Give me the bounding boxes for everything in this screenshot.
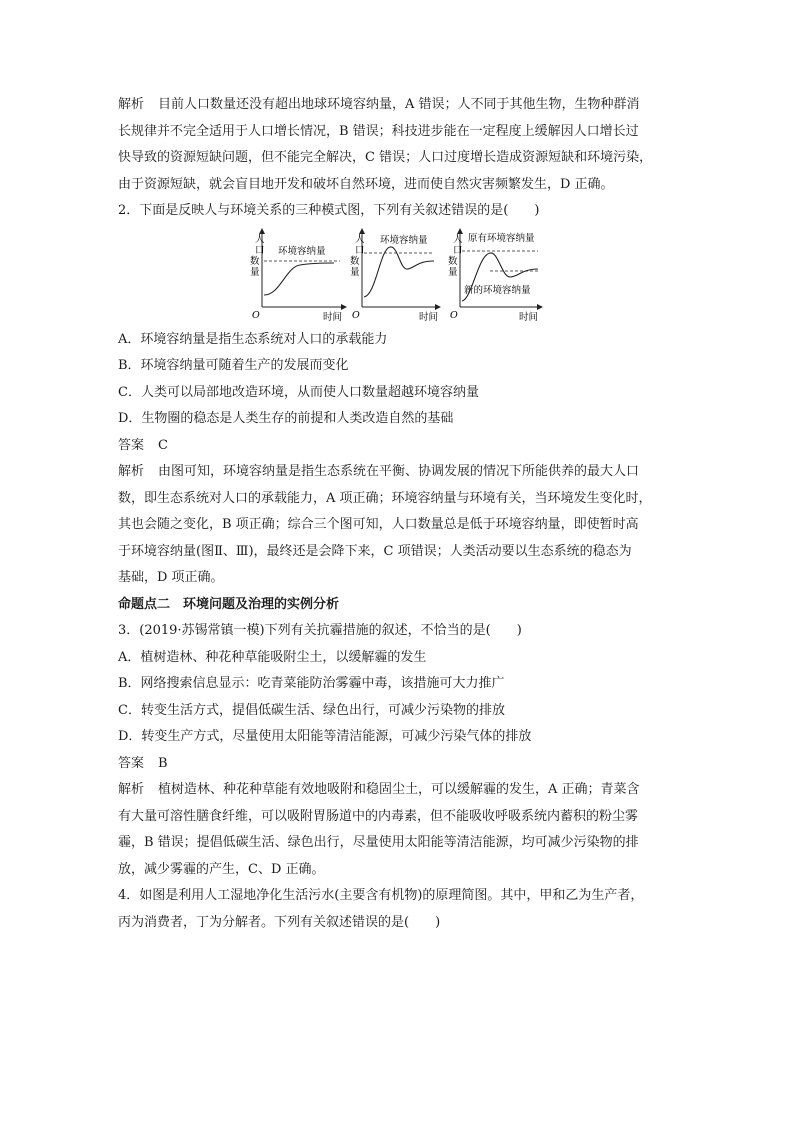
fig2-y-label-4: 量 (350, 266, 360, 278)
q3-option-b: B．网络搜索信息显示：吃青菜能防治雾霾中毒，该措施可大力推广 (118, 676, 505, 691)
q2-analysis-line-2: 数，即生态系统对人口的承载能力，A 项正确；环境容纳量与环境有关，当环境发生变化时， (118, 490, 652, 506)
document-page (118, 92, 678, 936)
analysis-label: 解析 (118, 464, 145, 479)
fig2-population-curve (364, 246, 434, 296)
fig2-x-label: 时间 (419, 311, 439, 321)
population-model-diagrams (118, 225, 678, 321)
q1-analysis-line-1: 解析 目前人口数量还没有超出地球环境容纳量，A 错误；人不同于其他生物，生物种群消 (118, 97, 640, 112)
fig1-y-label-1: 人 (255, 233, 265, 245)
q1-analysis-line-3: 快导致的资源短缺问题，但不能完全解决，C 错误；人口过度增长造成资源短缺和环境污染， (118, 150, 653, 165)
fig1-x-label: 时间 (323, 311, 343, 321)
q3-option-d: D．转变生产方式，尽量使用太阳能等清洁能源，可减少污染气体的排放 (118, 729, 532, 744)
q3-answer (118, 751, 678, 778)
q2-analysis-line-4: 于环境容纳量(图Ⅱ、Ⅲ)，最终还是会降下来，C 项错误；人类活动要以生态系统的稳态为 (118, 543, 632, 559)
q3-analysis-line-3: 霾，B 错误；提倡低碳生活、绿色出行，尽量使用太阳能等清洁能源，均可减少污染物的排 (118, 835, 639, 850)
q2-analysis-line-3: 其也会随之变化，B 项正确；综合三个图可知，人口数量总是低于环境容纳量，即使暂时高 (118, 517, 639, 532)
analysis-label: 解析 (118, 97, 145, 112)
q3-analysis-line-1: 解析 植树造林、种花种草能有效地吸附和稳固尘土，可以缓解霾的发生，A 正确；青菜含 (118, 782, 640, 797)
fig3-original-capacity-label: 原有环境容纳量 (468, 232, 535, 244)
figure-2 (350, 231, 438, 321)
q2-option-c: C．人类可以局部地改造环境，从而使人口数量超越环境容纳量 (118, 384, 479, 400)
fig1-y-label-4: 量 (250, 266, 260, 278)
q1-analysis-line-4: 由于资源短缺，就会盲目地开发和破坏自然环境，进而使自然灾害频繁发生，D 正确。 (118, 176, 614, 192)
fig1-capacity-label: 环境容纳量 (278, 245, 326, 257)
fig3-y-label-1: 人 (453, 233, 463, 245)
q2-option-a: A．环境容纳量是指生态系统对人口的承载能力 (118, 331, 388, 347)
fig3-origin: O (450, 309, 458, 321)
section-heading: 命题点二 环境问题及治理的实例分析 (118, 596, 340, 612)
figure-3 (448, 231, 540, 321)
q1-analysis-line-2: 长规律并不完全适用于人口增长情况，B 错误；科技进步能在一定程度上缓解因人口增长过 (118, 123, 639, 139)
fig1-y-label-2: 口 (255, 244, 265, 256)
q2-analysis-line-5: 基础，D 项正确。 (118, 570, 224, 585)
fig3-y-label-4: 量 (448, 266, 458, 278)
q3-option-c: C．转变生活方式，提倡低碳生活、绿色出行，可减少污染物的排放 (118, 702, 505, 718)
q2-answer-value: C (158, 437, 168, 453)
q3-stem: 3．(2019·苏锡常镇一模)下列有关抗霾措施的叙述，不恰当的是( ) (118, 623, 522, 638)
q2-answer (118, 433, 678, 460)
fig2-capacity-label: 环境容纳量 (380, 234, 428, 246)
q2-option-b: B．环境容纳量可随着生产的发展而变化 (118, 358, 349, 373)
fig1-population-curve (264, 263, 334, 295)
fig1-y-label-3: 数 (250, 255, 260, 267)
q2-figures (118, 225, 678, 321)
fig3-y-label-3: 数 (448, 255, 458, 267)
q2-stem: 2．下面是反映人与环境关系的三种模式图，下列有关叙述错误的是( ) (118, 203, 540, 218)
fig3-x-label: 时间 (519, 311, 539, 321)
q3-answer-value: B (158, 755, 168, 771)
q4-stem-line-1: 4．如图是利用人工湿地净化生活污水(主要含有机物)的原理简图。其中，甲和乙为生产者， (118, 888, 644, 903)
fig2-origin: O (352, 309, 360, 321)
fig1-origin: O (252, 309, 260, 321)
fig2-y-label-1: 人 (355, 233, 365, 245)
q2-analysis-line-1: 解析 由图可知，环境容纳量是指生态系统在平衡、协调发展的情况下所能供养的最大人口 (118, 464, 640, 479)
answer-label: 答案 (118, 437, 145, 453)
q3-analysis-line-4: 放，减少雾霾的产生，C、D 正确。 (118, 861, 325, 877)
answer-label: 答案 (118, 755, 145, 771)
fig3-y-label-2: 口 (453, 244, 463, 256)
q2-option-d: D．生物圈的稳态是人类生存的前提和人类改造自然的基础 (118, 411, 454, 426)
figure-1 (250, 231, 344, 321)
fig3-new-capacity-label: 新的环境容纳量 (464, 284, 531, 296)
fig2-y-label-3: 数 (350, 255, 360, 267)
q4-stem-line-2: 丙为消费者，丁为分解者。下列有关叙述错误的是( ) (118, 914, 441, 930)
fig2-y-label-2: 口 (355, 244, 365, 256)
q3-analysis-line-2: 有大量可溶性膳食纤维，可以吸附胃肠道中的内毒素，但不能吸收呼吸系统内蓄积的粉尘雾 (118, 808, 639, 824)
q3-option-a: A．植树造林、种花种草能吸附尘土，以缓解霾的发生 (118, 649, 427, 665)
analysis-label: 解析 (118, 782, 145, 797)
